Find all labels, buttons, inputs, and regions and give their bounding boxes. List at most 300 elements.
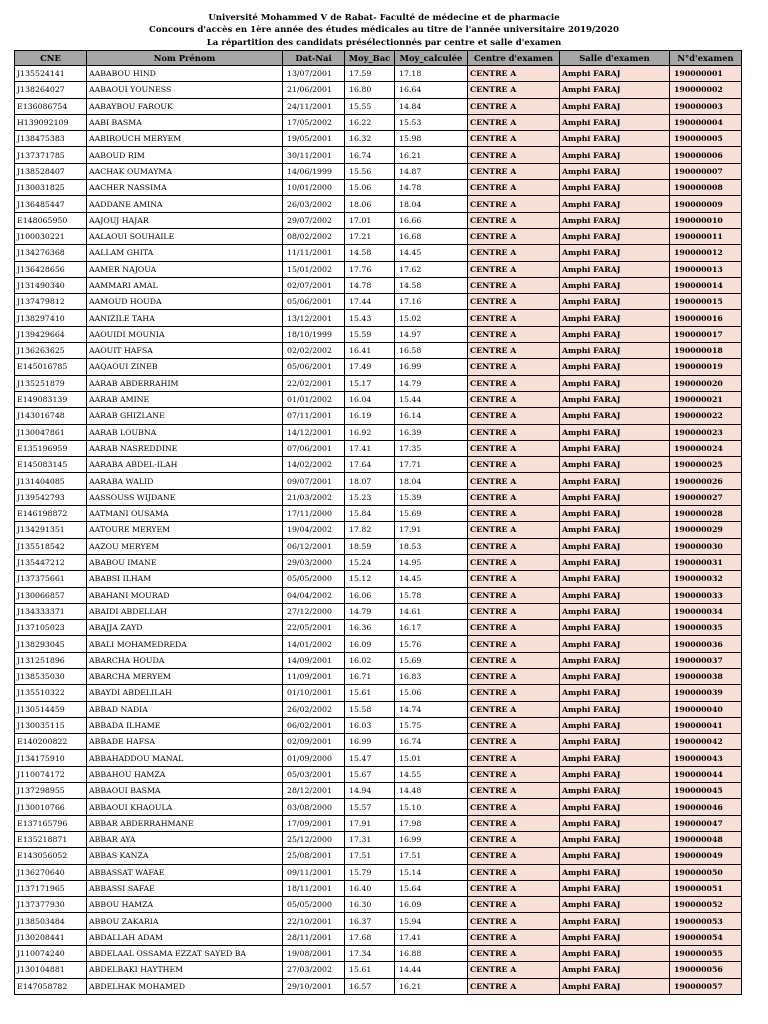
table-row	[15, 326, 742, 342]
cell-birthdate: 30/11/2001	[283, 147, 345, 163]
cell-exam-number: 190000015	[670, 294, 742, 310]
cell-exam-center: CENTRE A	[468, 375, 560, 391]
table-row	[15, 424, 742, 440]
cell-moy-calculee: 15.01	[395, 750, 468, 766]
cell-birthdate: 08/02/2002	[283, 228, 345, 244]
cell-cne: J135251879	[15, 375, 87, 391]
table-row	[15, 473, 742, 489]
column-header-cne: CNE	[15, 51, 87, 66]
cell-exam-number: 190000009	[670, 196, 742, 212]
cell-moy-calculee: 14.87	[395, 163, 468, 179]
cell-exam-room: Amphi FARAJ	[560, 424, 670, 440]
cell-exam-room: Amphi FARAJ	[560, 701, 670, 717]
cell-name: AARAB GHIZLANE	[87, 408, 283, 424]
column-header-exam-number: N°d'examen	[670, 51, 742, 66]
cell-moy-bac: 16.02	[345, 652, 395, 668]
cell-exam-number: 190000037	[670, 652, 742, 668]
cell-moy-calculee: 15.64	[395, 880, 468, 896]
cell-moy-bac: 15.12	[345, 571, 395, 587]
cell-exam-number: 190000022	[670, 408, 742, 424]
cell-moy-calculee: 16.21	[395, 978, 468, 994]
cell-moy-bac: 15.59	[345, 326, 395, 342]
table-row	[15, 66, 742, 82]
cell-exam-center: CENTRE A	[468, 408, 560, 424]
cell-moy-calculee: 14.55	[395, 766, 468, 782]
cell-exam-number: 190000030	[670, 538, 742, 554]
cell-exam-number: 190000008	[670, 180, 742, 196]
cell-cne: E143056052	[15, 848, 87, 864]
cell-exam-number: 190000018	[670, 343, 742, 359]
cell-moy-calculee: 14.58	[395, 277, 468, 293]
cell-name: ABDALLAH ADAM	[87, 929, 283, 945]
cell-exam-center: CENTRE A	[468, 783, 560, 799]
cell-exam-number: 190000004	[670, 114, 742, 130]
cell-cne: J136270640	[15, 864, 87, 880]
table-row	[15, 750, 742, 766]
table-row	[15, 277, 742, 293]
cell-moy-calculee: 15.39	[395, 489, 468, 505]
cell-exam-center: CENTRE A	[468, 750, 560, 766]
cell-exam-number: 190000050	[670, 864, 742, 880]
cell-exam-room: Amphi FARAJ	[560, 668, 670, 684]
cell-exam-room: Amphi FARAJ	[560, 359, 670, 375]
cell-exam-number: 190000007	[670, 163, 742, 179]
cell-exam-room: Amphi FARAJ	[560, 962, 670, 978]
column-header-birthdate: Dat-Nai	[283, 51, 345, 66]
cell-exam-room: Amphi FARAJ	[560, 620, 670, 636]
table-row	[15, 391, 742, 407]
cell-exam-center: CENTRE A	[468, 473, 560, 489]
cell-exam-number: 190000024	[670, 440, 742, 456]
cell-exam-number: 190000054	[670, 929, 742, 945]
table-row	[15, 245, 742, 261]
cell-exam-room: Amphi FARAJ	[560, 180, 670, 196]
cell-name: ABBAS KANZA	[87, 848, 283, 864]
cell-cne: J137377930	[15, 897, 87, 913]
cell-name: AALAOUI SOUHAILE	[87, 228, 283, 244]
cell-cne: J136485447	[15, 196, 87, 212]
cell-moy-calculee: 15.69	[395, 506, 468, 522]
cell-moy-bac: 17.91	[345, 815, 395, 831]
cell-exam-number: 190000027	[670, 489, 742, 505]
cell-exam-room: Amphi FARAJ	[560, 864, 670, 880]
cell-exam-room: Amphi FARAJ	[560, 929, 670, 945]
cell-cne: J138264027	[15, 82, 87, 98]
cell-exam-number: 190000053	[670, 913, 742, 929]
cell-exam-room: Amphi FARAJ	[560, 685, 670, 701]
cell-exam-number: 190000005	[670, 131, 742, 147]
table-row	[15, 440, 742, 456]
cell-exam-room: Amphi FARAJ	[560, 571, 670, 587]
cell-birthdate: 04/04/2002	[283, 587, 345, 603]
cell-cne: J130104881	[15, 962, 87, 978]
cell-exam-center: CENTRE A	[468, 978, 560, 994]
cell-birthdate: 18/10/1999	[283, 326, 345, 342]
cell-moy-bac: 16.37	[345, 913, 395, 929]
table-row	[15, 766, 742, 782]
cell-exam-number: 190000003	[670, 98, 742, 114]
cell-exam-number: 190000049	[670, 848, 742, 864]
cell-moy-bac: 15.17	[345, 375, 395, 391]
cell-exam-room: Amphi FARAJ	[560, 310, 670, 326]
cell-cne: J137371785	[15, 147, 87, 163]
cell-exam-room: Amphi FARAJ	[560, 538, 670, 554]
cell-moy-calculee: 14.45	[395, 571, 468, 587]
cell-exam-center: CENTRE A	[468, 424, 560, 440]
cell-exam-center: CENTRE A	[468, 668, 560, 684]
cell-birthdate: 09/07/2001	[283, 473, 345, 489]
cell-exam-center: CENTRE A	[468, 603, 560, 619]
cell-moy-bac: 15.61	[345, 962, 395, 978]
cell-moy-calculee: 15.98	[395, 131, 468, 147]
table-row	[15, 98, 742, 114]
candidates-table	[14, 50, 742, 995]
cell-moy-bac: 16.06	[345, 587, 395, 603]
table-row	[15, 408, 742, 424]
cell-exam-center: CENTRE A	[468, 831, 560, 847]
cell-moy-calculee: 17.35	[395, 440, 468, 456]
cell-exam-number: 190000056	[670, 962, 742, 978]
cell-birthdate: 09/11/2001	[283, 864, 345, 880]
table-row	[15, 82, 742, 98]
cell-moy-calculee: 16.14	[395, 408, 468, 424]
cell-exam-center: CENTRE A	[468, 98, 560, 114]
cell-moy-calculee: 15.06	[395, 685, 468, 701]
cell-name: ABAYDI ABDELILAH	[87, 685, 283, 701]
cell-cne: E147058782	[15, 978, 87, 994]
cell-birthdate: 14/06/1999	[283, 163, 345, 179]
cell-cne: J130035115	[15, 717, 87, 733]
cell-moy-bac: 17.82	[345, 522, 395, 538]
cell-exam-room: Amphi FARAJ	[560, 196, 670, 212]
cell-birthdate: 10/01/2000	[283, 180, 345, 196]
cell-exam-number: 190000001	[670, 66, 742, 82]
cell-name: ABBAR ABDERRAHMANE	[87, 815, 283, 831]
cell-moy-calculee: 16.21	[395, 147, 468, 163]
cell-exam-number: 190000023	[670, 424, 742, 440]
table-row	[15, 228, 742, 244]
cell-birthdate: 15/01/2002	[283, 261, 345, 277]
table-row	[15, 489, 742, 505]
cell-exam-room: Amphi FARAJ	[560, 82, 670, 98]
cell-exam-center: CENTRE A	[468, 277, 560, 293]
cell-name: AABAOUI YOUNESS	[87, 82, 283, 98]
cell-cne: J110074240	[15, 946, 87, 962]
cell-name: AARABA WALID	[87, 473, 283, 489]
table-row	[15, 685, 742, 701]
cell-name: ABBASSI SAFAE	[87, 880, 283, 896]
cell-birthdate: 21/03/2002	[283, 489, 345, 505]
cell-cne: E149083139	[15, 391, 87, 407]
cell-exam-room: Amphi FARAJ	[560, 131, 670, 147]
cell-exam-room: Amphi FARAJ	[560, 147, 670, 163]
cell-birthdate: 18/11/2001	[283, 880, 345, 896]
cell-birthdate: 01/01/2002	[283, 391, 345, 407]
table-row	[15, 180, 742, 196]
table-row	[15, 538, 742, 554]
cell-moy-calculee: 15.94	[395, 913, 468, 929]
document-header	[0, 12, 768, 49]
cell-exam-number: 190000047	[670, 815, 742, 831]
header-subtitle: La répartition des candidats présélectionnés par centre et salle d'examen	[206, 37, 562, 48]
cell-moy-calculee: 18.53	[395, 538, 468, 554]
cell-exam-room: Amphi FARAJ	[560, 506, 670, 522]
table-row	[15, 717, 742, 733]
cell-moy-calculee: 16.68	[395, 228, 468, 244]
cell-exam-room: Amphi FARAJ	[560, 228, 670, 244]
cell-exam-center: CENTRE A	[468, 880, 560, 896]
cell-exam-number: 190000034	[670, 603, 742, 619]
cell-moy-bac: 17.21	[345, 228, 395, 244]
table-row	[15, 815, 742, 831]
cell-moy-bac: 15.79	[345, 864, 395, 880]
cell-birthdate: 06/02/2001	[283, 717, 345, 733]
cell-cne: J138535030	[15, 668, 87, 684]
cell-moy-calculee: 14.61	[395, 603, 468, 619]
cell-moy-calculee: 16.83	[395, 668, 468, 684]
cell-birthdate: 14/02/2002	[283, 457, 345, 473]
cell-name: ABARCHA MERYEM	[87, 668, 283, 684]
cell-exam-number: 190000002	[670, 82, 742, 98]
cell-exam-number: 190000041	[670, 717, 742, 733]
cell-cne: J131251896	[15, 652, 87, 668]
cell-birthdate: 26/03/2002	[283, 196, 345, 212]
cell-cne: E135218871	[15, 831, 87, 847]
table-row	[15, 636, 742, 652]
cell-moy-calculee: 16.88	[395, 946, 468, 962]
cell-cne: E137165796	[15, 815, 87, 831]
cell-name: ABBADE HAFSA	[87, 734, 283, 750]
cell-moy-calculee: 15.69	[395, 652, 468, 668]
cell-exam-center: CENTRE A	[468, 962, 560, 978]
cell-cne: J137171965	[15, 880, 87, 896]
cell-exam-room: Amphi FARAJ	[560, 815, 670, 831]
cell-name: ABBAOUI BASMA	[87, 783, 283, 799]
table-row	[15, 554, 742, 570]
cell-cne: J138503484	[15, 913, 87, 929]
table-row	[15, 701, 742, 717]
cell-name: AATOURE MERYEM	[87, 522, 283, 538]
cell-moy-bac: 16.03	[345, 717, 395, 733]
cell-cne: J138293045	[15, 636, 87, 652]
cell-exam-number: 190000042	[670, 734, 742, 750]
table-row	[15, 506, 742, 522]
cell-cne: J136428656	[15, 261, 87, 277]
cell-moy-bac: 16.74	[345, 147, 395, 163]
cell-moy-bac: 16.71	[345, 668, 395, 684]
cell-name: AABOUD RIM	[87, 147, 283, 163]
cell-cne: E148065950	[15, 212, 87, 228]
cell-moy-calculee: 18.04	[395, 196, 468, 212]
cell-moy-bac: 14.94	[345, 783, 395, 799]
cell-exam-center: CENTRE A	[468, 571, 560, 587]
cell-exam-room: Amphi FARAJ	[560, 375, 670, 391]
cell-moy-bac: 16.22	[345, 114, 395, 130]
cell-exam-center: CENTRE A	[468, 163, 560, 179]
cell-name: AAMMARI AMAL	[87, 277, 283, 293]
cell-moy-bac: 17.59	[345, 66, 395, 82]
cell-moy-bac: 15.55	[345, 98, 395, 114]
cell-exam-room: Amphi FARAJ	[560, 489, 670, 505]
table-row	[15, 897, 742, 913]
cell-exam-center: CENTRE A	[468, 180, 560, 196]
cell-cne: J137375661	[15, 571, 87, 587]
cell-cne: E136086754	[15, 98, 87, 114]
cell-birthdate: 01/10/2001	[283, 685, 345, 701]
cell-moy-bac: 16.40	[345, 880, 395, 896]
cell-exam-number: 190000026	[670, 473, 742, 489]
cell-exam-center: CENTRE A	[468, 946, 560, 962]
cell-exam-center: CENTRE A	[468, 147, 560, 163]
cell-exam-number: 190000019	[670, 359, 742, 375]
cell-moy-bac: 17.01	[345, 212, 395, 228]
cell-exam-room: Amphi FARAJ	[560, 880, 670, 896]
cell-exam-center: CENTRE A	[468, 913, 560, 929]
cell-exam-room: Amphi FARAJ	[560, 603, 670, 619]
cell-name: AACHER NASSIMA	[87, 180, 283, 196]
cell-exam-center: CENTRE A	[468, 864, 560, 880]
cell-exam-room: Amphi FARAJ	[560, 734, 670, 750]
cell-moy-bac: 17.64	[345, 457, 395, 473]
cell-moy-calculee: 16.99	[395, 831, 468, 847]
cell-moy-calculee: 14.79	[395, 375, 468, 391]
cell-exam-center: CENTRE A	[468, 620, 560, 636]
cell-exam-center: CENTRE A	[468, 522, 560, 538]
cell-moy-bac: 15.57	[345, 799, 395, 815]
cell-moy-bac: 16.41	[345, 343, 395, 359]
cell-birthdate: 22/05/2001	[283, 620, 345, 636]
cell-moy-bac: 15.58	[345, 701, 395, 717]
cell-exam-center: CENTRE A	[468, 554, 560, 570]
cell-exam-center: CENTRE A	[468, 228, 560, 244]
cell-exam-number: 190000036	[670, 636, 742, 652]
cell-moy-bac: 17.76	[345, 261, 395, 277]
table-row	[15, 962, 742, 978]
cell-birthdate: 19/08/2001	[283, 946, 345, 962]
cell-exam-room: Amphi FARAJ	[560, 391, 670, 407]
cell-moy-calculee: 17.41	[395, 929, 468, 945]
cell-birthdate: 17/09/2001	[283, 815, 345, 831]
cell-cne: J135518542	[15, 538, 87, 554]
cell-birthdate: 13/12/2001	[283, 310, 345, 326]
cell-moy-bac: 18.07	[345, 473, 395, 489]
cell-moy-bac: 16.99	[345, 734, 395, 750]
cell-exam-room: Amphi FARAJ	[560, 66, 670, 82]
cell-birthdate: 14/01/2002	[283, 636, 345, 652]
cell-exam-center: CENTRE A	[468, 310, 560, 326]
cell-moy-calculee: 17.18	[395, 66, 468, 82]
cell-name: AARABA ABDEL-ILAH	[87, 457, 283, 473]
cell-moy-calculee: 14.45	[395, 245, 468, 261]
cell-moy-bac: 15.47	[345, 750, 395, 766]
cell-exam-room: Amphi FARAJ	[560, 783, 670, 799]
cell-birthdate: 29/10/2001	[283, 978, 345, 994]
cell-name: AARAB NASREDDINE	[87, 440, 283, 456]
cell-exam-room: Amphi FARAJ	[560, 457, 670, 473]
cell-moy-calculee: 16.64	[395, 82, 468, 98]
cell-cne: J139429664	[15, 326, 87, 342]
cell-exam-room: Amphi FARAJ	[560, 261, 670, 277]
cell-exam-center: CENTRE A	[468, 652, 560, 668]
cell-moy-calculee: 15.44	[395, 391, 468, 407]
cell-birthdate: 01/09/2000	[283, 750, 345, 766]
table-row	[15, 978, 742, 994]
cell-exam-room: Amphi FARAJ	[560, 717, 670, 733]
cell-cne: J130066857	[15, 587, 87, 603]
cell-moy-bac: 16.92	[345, 424, 395, 440]
cell-moy-bac: 16.32	[345, 131, 395, 147]
cell-birthdate: 17/11/2000	[283, 506, 345, 522]
table-row	[15, 946, 742, 962]
cell-exam-number: 190000013	[670, 261, 742, 277]
cell-exam-center: CENTRE A	[468, 897, 560, 913]
cell-exam-room: Amphi FARAJ	[560, 554, 670, 570]
table-row	[15, 261, 742, 277]
cell-moy-calculee: 17.91	[395, 522, 468, 538]
cell-birthdate: 27/12/2000	[283, 603, 345, 619]
cell-moy-calculee: 14.84	[395, 98, 468, 114]
table-row	[15, 163, 742, 179]
cell-name: ABBOU ZAKARIA	[87, 913, 283, 929]
table-row	[15, 848, 742, 864]
cell-exam-number: 190000032	[670, 571, 742, 587]
cell-birthdate: 29/03/2000	[283, 554, 345, 570]
cell-birthdate: 11/11/2001	[283, 245, 345, 261]
table-row	[15, 457, 742, 473]
cell-name: ABALI MOHAMEDREDA	[87, 636, 283, 652]
cell-exam-number: 190000014	[670, 277, 742, 293]
cell-cne: E140200822	[15, 734, 87, 750]
column-header-exam-room: Salle d'examen	[560, 51, 670, 66]
cell-name: ABAIDI ABDELLAH	[87, 603, 283, 619]
cell-moy-bac: 17.44	[345, 294, 395, 310]
cell-cne: J130047861	[15, 424, 87, 440]
cell-exam-number: 190000011	[670, 228, 742, 244]
cell-exam-center: CENTRE A	[468, 359, 560, 375]
cell-moy-calculee: 15.53	[395, 114, 468, 130]
cell-name: AANIZILE TAHA	[87, 310, 283, 326]
cell-exam-room: Amphi FARAJ	[560, 766, 670, 782]
cell-exam-center: CENTRE A	[468, 326, 560, 342]
cell-exam-number: 190000031	[670, 554, 742, 570]
cell-name: AACHAK OUMAYMA	[87, 163, 283, 179]
column-header-moy-calculee: Moy_calculée	[395, 51, 468, 66]
cell-moy-calculee: 15.14	[395, 864, 468, 880]
table-row	[15, 620, 742, 636]
cell-name: AAZOU MERYEM	[87, 538, 283, 554]
cell-birthdate: 28/12/2001	[283, 783, 345, 799]
cell-moy-bac: 15.84	[345, 506, 395, 522]
cell-name: AARAB LOUBNA	[87, 424, 283, 440]
cell-birthdate: 05/05/2000	[283, 897, 345, 913]
cell-exam-number: 190000048	[670, 831, 742, 847]
cell-moy-bac: 16.80	[345, 82, 395, 98]
cell-exam-center: CENTRE A	[468, 294, 560, 310]
cell-exam-number: 190000043	[670, 750, 742, 766]
cell-cne: J135510322	[15, 685, 87, 701]
cell-cne: E146198872	[15, 506, 87, 522]
cell-birthdate: 14/09/2001	[283, 652, 345, 668]
cell-moy-calculee: 17.51	[395, 848, 468, 864]
cell-exam-number: 190000029	[670, 522, 742, 538]
table-row	[15, 831, 742, 847]
table-body	[15, 66, 742, 995]
cell-moy-calculee: 16.39	[395, 424, 468, 440]
cell-moy-calculee: 14.74	[395, 701, 468, 717]
cell-exam-room: Amphi FARAJ	[560, 98, 670, 114]
table-row	[15, 652, 742, 668]
cell-exam-number: 190000025	[670, 457, 742, 473]
